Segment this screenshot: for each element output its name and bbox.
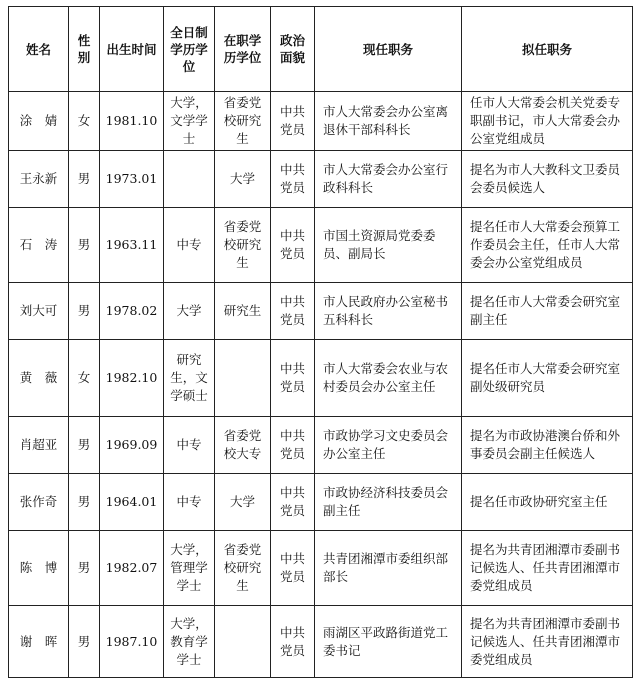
table-row [9,474,633,531]
cell-inservice-edu: 大学 [215,474,271,531]
cell-proposed: 提名为共青团湘潭市委副书记候选人、任共青团湘潭市委党组成员 [462,531,633,606]
cell-current: 市人大常委会农业与农村委员会办公室主任 [315,340,462,417]
cell-current: 市政协学习文史委员会办公室主任 [315,417,462,474]
cell-proposed: 提名任市人大常委会研究室副主任 [462,283,633,340]
candidate-table [8,6,633,678]
cell-party: 中共党员 [271,92,315,151]
cell-fulltime-edu: 中专 [164,208,215,283]
header-party: 政治面貌 [271,7,315,92]
cell-proposed: 任市人大常委会机关党委专职副书记，市人大常委会办公室党组成员 [462,92,633,151]
cell-proposed: 提名任市人大常委会预算工作委员会主任，任市人大常委会办公室党组成员 [462,208,633,283]
cell-gender: 女 [69,92,100,151]
cell-birth: 1964.01 [100,474,164,531]
cell-proposed: 提名为市人大教科文卫委员会委员候选人 [462,151,633,208]
cell-party: 中共党员 [271,151,315,208]
table-row [9,208,633,283]
cell-fulltime-edu: 中专 [164,417,215,474]
cell-current: 市人民政府办公室秘书五科科长 [315,283,462,340]
cell-name: 肖超亚 [9,417,69,474]
cell-gender: 男 [69,283,100,340]
cell-birth: 1969.09 [100,417,164,474]
cell-name: 张作奇 [9,474,69,531]
header-name: 姓名 [9,7,69,92]
cell-fulltime-edu: 大学，文学学士 [164,92,215,151]
cell-inservice-edu [215,606,271,678]
cell-gender: 男 [69,606,100,678]
cell-gender: 男 [69,208,100,283]
cell-inservice-edu: 省委党校研究生 [215,92,271,151]
table-row [9,340,633,417]
cell-party: 中共党员 [271,283,315,340]
cell-fulltime-edu: 研究生，文学硕士 [164,340,215,417]
table-row [9,283,633,340]
cell-birth: 1973.01 [100,151,164,208]
cell-inservice-edu: 省委党校研究生 [215,208,271,283]
cell-birth: 1981.10 [100,92,164,151]
header-fulltime-edu: 全日制学历学位 [164,7,215,92]
cell-name: 谢 晖 [9,606,69,678]
cell-fulltime-edu: 大学，管理学学士 [164,531,215,606]
cell-birth: 1982.07 [100,531,164,606]
cell-party: 中共党员 [271,417,315,474]
cell-name: 黄 薇 [9,340,69,417]
cell-gender: 女 [69,340,100,417]
cell-fulltime-edu: 中专 [164,474,215,531]
cell-current: 市国土资源局党委委员、副局长 [315,208,462,283]
cell-birth: 1978.02 [100,283,164,340]
header-row [9,7,633,92]
cell-inservice-edu: 省委党校大专 [215,417,271,474]
table-row [9,151,633,208]
cell-name: 陈 博 [9,531,69,606]
cell-birth: 1982.10 [100,340,164,417]
cell-fulltime-edu [164,151,215,208]
table-row [9,417,633,474]
cell-gender: 男 [69,531,100,606]
cell-name: 石 涛 [9,208,69,283]
cell-inservice-edu: 研究生 [215,283,271,340]
header-birth: 出生时间 [100,7,164,92]
cell-name: 刘大可 [9,283,69,340]
cell-proposed: 提名为共青团湘潭市委副书记候选人、任共青团湘潭市委党组成员 [462,606,633,678]
cell-proposed: 提名任市人大常委会研究室副处级研究员 [462,340,633,417]
cell-gender: 男 [69,151,100,208]
header-current-post: 现任职务 [315,7,462,92]
table-row [9,531,633,606]
cell-party: 中共党员 [271,340,315,417]
cell-party: 中共党员 [271,531,315,606]
cell-current: 雨湖区平政路街道党工委书记 [315,606,462,678]
cell-proposed: 提名任市政协研究室主任 [462,474,633,531]
table-row [9,92,633,151]
cell-gender: 男 [69,417,100,474]
cell-current: 共青团湘潭市委组织部部长 [315,531,462,606]
cell-name: 涂 婧 [9,92,69,151]
header-inservice-edu: 在职学历学位 [215,7,271,92]
cell-birth: 1963.11 [100,208,164,283]
cell-current: 市人大常委会办公室离退休干部科科长 [315,92,462,151]
table-row [9,606,633,678]
cell-birth: 1987.10 [100,606,164,678]
cell-inservice-edu: 大学 [215,151,271,208]
cell-current: 市政协经济科技委员会副主任 [315,474,462,531]
header-proposed-post: 拟任职务 [462,7,633,92]
cell-inservice-edu [215,340,271,417]
cell-fulltime-edu: 大学 [164,283,215,340]
cell-party: 中共党员 [271,474,315,531]
cell-party: 中共党员 [271,208,315,283]
cell-name: 王永新 [9,151,69,208]
cell-current: 市人大常委会办公室行政科科长 [315,151,462,208]
cell-proposed: 提名为市政协港澳台侨和外事委员会副主任候选人 [462,417,633,474]
cell-gender: 男 [69,474,100,531]
header-gender: 性别 [69,7,100,92]
cell-fulltime-edu: 大学，教育学学士 [164,606,215,678]
cell-party: 中共党员 [271,606,315,678]
cell-inservice-edu: 省委党校研究生 [215,531,271,606]
